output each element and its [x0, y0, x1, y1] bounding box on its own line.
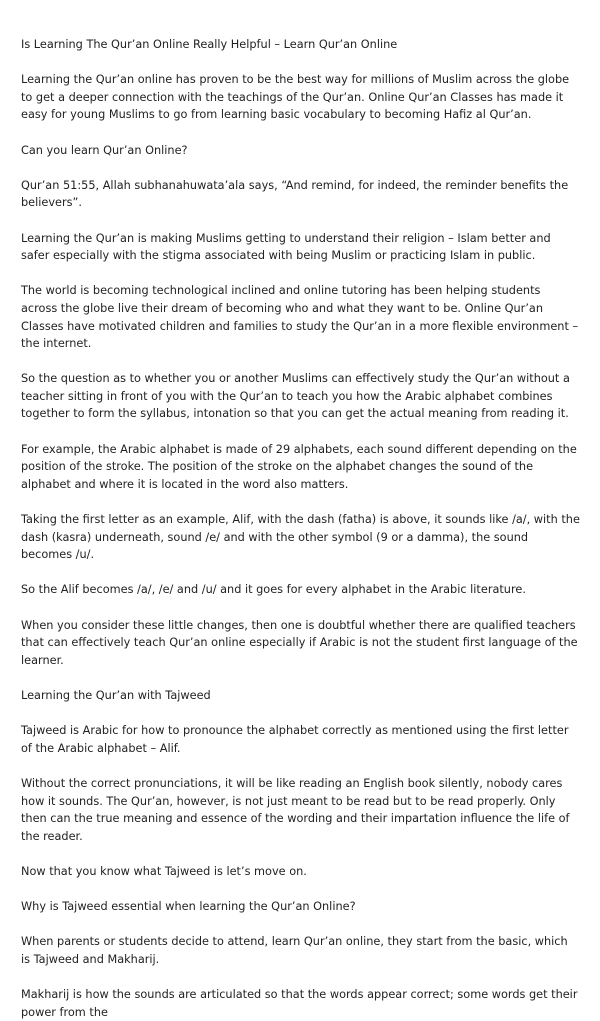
- paragraph-arabic-alphabet: For example, the Arabic alphabet is made of 29 alphabets, each sound different depending on the position of the stroke. The position of the stroke on the alphabet changes the sound of the alphabet and where it is located in the word also matters.: [21, 442, 577, 491]
- paragraph-makharij: Makharij is how the sounds are articulated so that the words appear correct; some words get their power from the: [21, 988, 578, 1019]
- heading-why-tajweed: Why is Tajweed essential when learning the Qur’an Online?: [21, 900, 356, 914]
- heading-can-you-learn: Can you learn Qur’an Online?: [21, 143, 188, 157]
- paragraph-alif-example: Taking the first letter as an example, Alif, with the dash (fatha) is above, it sounds like /a/, with the dash (kasra) underneath, sound /e/ and with the other symbol (9 or a damma), the sound becomes /u/.: [21, 513, 580, 562]
- paragraph-qualified-teachers: When you consider these little changes, then one is doubtful whether there are qualified teachers that can effectively teach Qur’an online especially if Arabic is not the student first language of the learner.: [21, 618, 578, 667]
- paragraph-tajweed-definition: Tajweed is Arabic for how to pronounce the alphabet correctly as mentioned using the first letter of the Arabic alphabet – Alif.: [21, 724, 569, 755]
- paragraph-study-question: So the question as to whether you or another Muslims can effectively study the Qur’an without a teacher sitting in front of you with the Qur’an to teach you how the Arabic alphabet combines together to form the syllabus, intonation so that you can get the actual meaning from reading it.: [21, 372, 570, 421]
- document-title: Is Learning The Qur’an Online Really Helpful – Learn Qur’an Online: [21, 38, 398, 51]
- paragraph-quran-quote: Qur’an 51:55, Allah subhanahuwata’ala says, “And remind, for indeed, the reminder benefits the believers”.: [21, 178, 569, 210]
- paragraph-pronunciation: Without the correct pronunciations, it will be like reading an English book silently, nobody cares how it sounds. The Qur’an, however, is not just meant to be read but to be read properly. Only then can the true meaning and essence of the wording and their impartation influence the life of the reader.: [21, 776, 570, 843]
- paragraph-online-tutoring: The world is becoming technological inclined and online tutoring has been helping students across the globe live their dream of becoming who and what they want to be. Online Qur’an Classes have motivated children and families to study the Qur’an in a more flexible environment – the internet.: [21, 284, 579, 351]
- paragraph-move-on: Now that you know what Tajweed is let’s move on.: [21, 864, 307, 878]
- paragraph-understanding-religion: Learning the Qur’an is making Muslims getting to understand their religion – Islam better and safer especially with the stigma associated with being Muslim or practicing Islam in public.: [21, 231, 551, 263]
- paragraph-basics: When parents or students decide to attend, learn Qur’an online, they start from the basic, which is Tajweed and Makharij.: [21, 935, 568, 966]
- paragraph-alif-sounds: So the Alif becomes /a/, /e/ and /u/ and it goes for every alphabet in the Arabic literature.: [21, 583, 526, 597]
- heading-tajweed: Learning the Qur’an with Tajweed: [21, 688, 211, 702]
- paragraph-intro: Learning the Qur’an online has proven to be the best way for millions of Muslim across the globe to get a deeper connection with the teachings of the Qur’an. Online Qur’an Classes has made it easy for young Muslims to go from learning basic vocabulary to becoming Hafiz al Qur’an.: [21, 73, 570, 122]
